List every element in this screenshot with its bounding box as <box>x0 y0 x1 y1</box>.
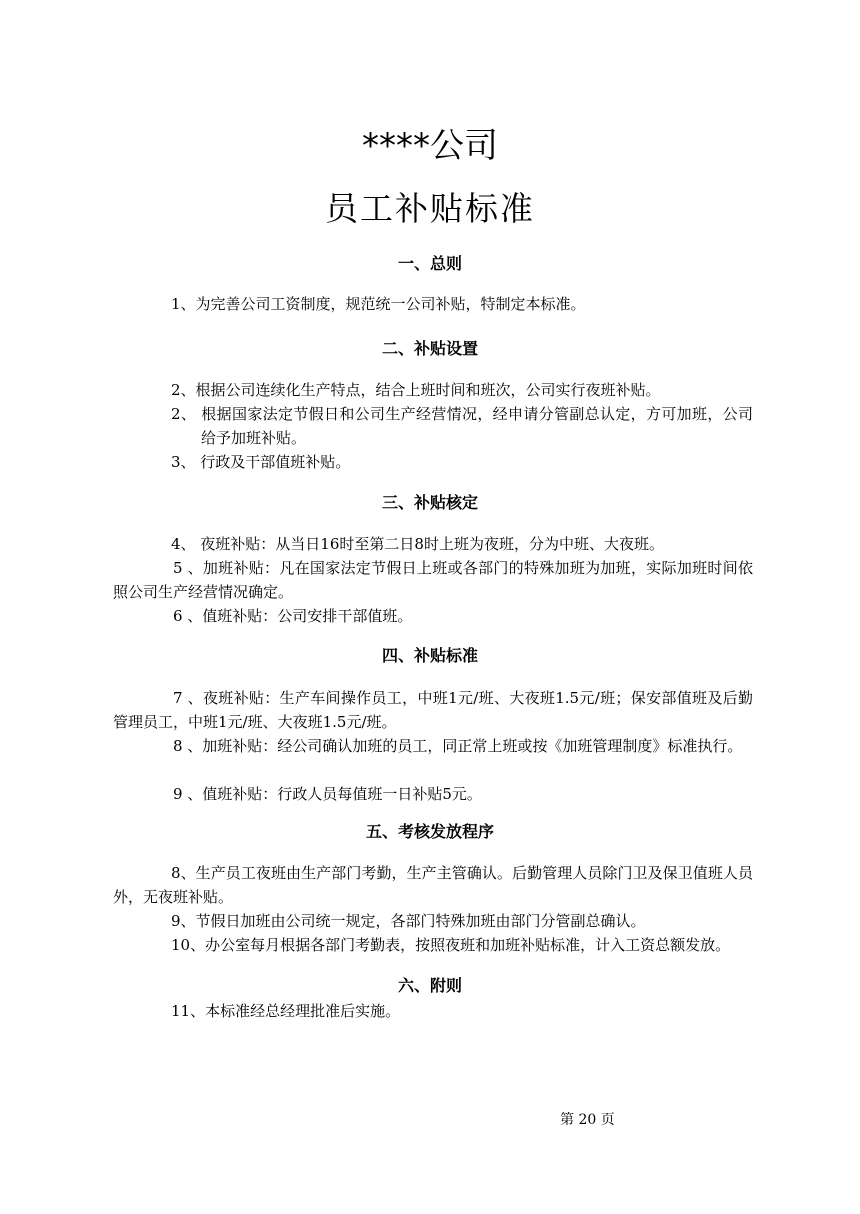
section-heading-payment-procedure: 五、考核发放程序 <box>365 822 494 841</box>
page-number: 第 20 页 <box>560 1112 615 1128</box>
paragraph-4: 4、 夜班补贴：从当日16时至第二日8时上班为夜班，分为中班、大夜班。 <box>171 535 664 553</box>
paragraph-9: 9 、值班补贴：行政人员每值班一日补贴5元。 <box>173 785 482 803</box>
section-heading-subsidy-standards: 四、补贴标准 <box>381 646 478 665</box>
paragraph-7: 7 、夜班补贴：生产车间操作员工，中班1元/班、大夜班1.5元/班；保安部值班及后勤管理员工，中班1元/班、大夜班1.5元/班。 <box>113 689 753 731</box>
company-name: ****公司 <box>362 126 498 166</box>
paragraph-8: 8 、加班补贴：经公司确认加班的员工，同正常上班或按《加班管理制度》标准执行。 <box>173 737 743 755</box>
paragraph-2a: 2、根据公司连续化生产特点，结合上班时间和班次，公司实行夜班补贴。 <box>171 381 661 399</box>
paragraph-5: 5 、加班补贴：凡在国家法定节假日上班或各部门的特殊加班为加班，实际加班时间依照公司生产经营情况确定。 <box>113 559 753 601</box>
paragraph-13: 11、本标准经总经理批准后实施。 <box>171 1002 401 1020</box>
section-heading-general: 一、总则 <box>397 254 462 273</box>
paragraph-6: 6 、值班补贴：公司安排干部值班。 <box>173 607 413 625</box>
paragraph-1: 1、为完善公司工资制度，规范统一公司补贴，特制定本标准。 <box>171 295 586 313</box>
paragraph-2b: 2、 根据国家法定节假日和公司生产经营情况，经申请分管副总认定，方可加班，公司给予加班补贴。 <box>171 405 753 447</box>
paragraph-10: 8、生产员工夜班由生产部门考勤，生产主管确认。后勤管理人员除门卫及保卫值班人员外，无夜班补贴。 <box>113 864 753 906</box>
section-heading-subsidy-verification: 三、补贴核定 <box>381 493 478 512</box>
section-heading-subsidy-setup: 二、补贴设置 <box>381 339 478 358</box>
paragraph-3: 3、 行政及干部值班补贴。 <box>171 453 351 471</box>
paragraph-11: 9、节假日加班由公司统一规定，各部门特殊加班由部门分管副总确认。 <box>171 912 646 930</box>
paragraph-12: 10、办公室每月根据各部门考勤表，按照夜班和加班补贴标准，计入工资总额发放。 <box>171 936 731 954</box>
document-title: 员工补贴标准 <box>325 189 535 228</box>
section-heading-appendix: 六、附则 <box>397 976 462 995</box>
